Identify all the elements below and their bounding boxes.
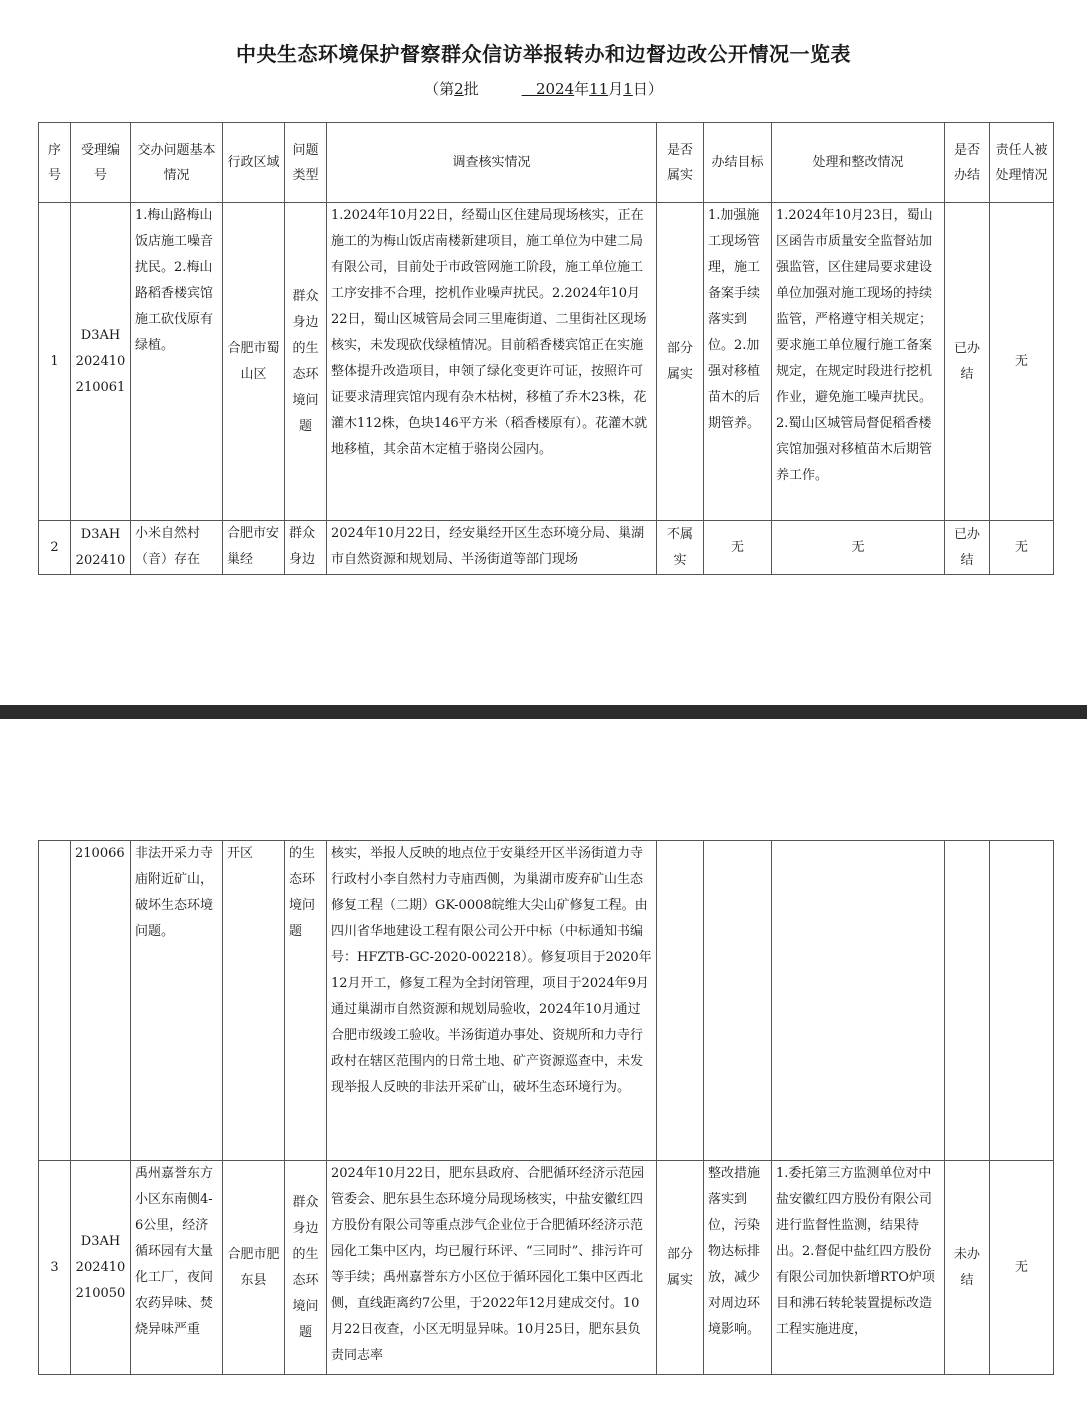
header-cell: 责任人被处理情况 [990, 123, 1054, 203]
issue-type: 的生态环境问题 [285, 841, 327, 1161]
is-closed: 已办结 [945, 203, 990, 521]
handling: 1.委托第三方监测单位对中盐安徽红四方股份有限公司进行监督性监测，结果待出。2.督促中盐红四方股份有限公司加快新增RTO炉项目和沸石转轮装置提标改造工程实施进度， [772, 1161, 945, 1375]
month-unit: 月 [608, 80, 624, 98]
table-header-row [39, 123, 1054, 203]
page-break [0, 705, 1087, 719]
investigation: 2024年10月22日，经安巢经开区生态环境分局、巢湖市自然资源和规划局、半汤街道等部门现场 [327, 521, 657, 575]
header-cell: 交办问题基本情况 [131, 123, 223, 203]
region: 开区 [223, 841, 285, 1161]
issue-summary: 非法开采力寺庙附近矿山，破坏生态环境问题。 [131, 841, 223, 1161]
year-value: 2024 [535, 80, 575, 98]
month-value: 11 [589, 80, 609, 98]
accountability: 无 [990, 203, 1054, 521]
case-id: 210066 [71, 841, 131, 1161]
batch-unit: 批 [463, 80, 479, 98]
investigation: 核实，举报人反映的地点位于安巢经开区半汤街道力寺行政村小李自然村力寺庙西侧，为巢湖市废弃矿山生态修复工程（二期）GK-0008皖维大尖山矿修复工程。由四川省华地建设工程有限公司公开中标（中标通知书编号：HFZTB-GC-2020-002218）。修复项目于2020年12月开工，修复工程为全封闭管理，项目于2024年9月通过巢湖市自然资源和规划局验收，2024年10月通过合肥市级竣工验收。半汤街道办事处、资规所和力寺行政村在辖区范围内的日常土地、矿产资源巡查中，未发现举报人反映的非法开采矿山，破坏生态环境行为。 [327, 841, 657, 1161]
accountability: 无 [990, 1161, 1054, 1375]
header-cell: 是否办结 [945, 123, 990, 203]
header-cell: 处理和整改情况 [772, 123, 945, 203]
completion-goal [704, 841, 772, 1161]
row-number: 3 [39, 1161, 71, 1375]
is-true [657, 841, 704, 1161]
issue-summary: 禹州嘉誉东方小区东南侧4-6公里，经济循环园有大量化工厂，夜间农药异味、焚烧异味严重 [131, 1161, 223, 1375]
header-cell: 调查核实情况 [327, 123, 657, 203]
subtitle-open: （第 [424, 80, 455, 98]
handling [772, 841, 945, 1161]
issue-summary: 小米自然村（音）存在 [131, 521, 223, 575]
investigation: 1.2024年10月22日，经蜀山区住建局现场核实，正在施工的为梅山饭店南楼新建项目，施工单位为中建二局有限公司，目前处于市政管网施工阶段，施工单位施工工序安排不合理，挖机作业噪声扰民。2.2024年10月22日，蜀山区城管局会同三里庵街道、二里街社区现场核实，未发现砍伐绿植情况。目前稻香楼宾馆正在实施整体提升改造项目，申领了绿化变更许可证，按照许可证要求清理宾馆内现有杂木枯树，移植了乔木23株，花灌木112株，色块146平方米（稻香楼原有）。花灌木就地移植，其余苗木定植于骆岗公园内。 [327, 203, 657, 521]
report-table-page-2 [38, 840, 1054, 1375]
table-row [39, 521, 1054, 575]
accountability: 无 [990, 521, 1054, 575]
header-cell: 受理编号 [71, 123, 131, 203]
day-value: 1 [623, 80, 633, 98]
header-cell: 序号 [39, 123, 71, 203]
row-number: 1 [39, 203, 71, 521]
is-closed [945, 841, 990, 1161]
completion-goal: 1.加强施工现场管理，施工备案手续落实到位。2.加强对移植苗木的后期管养。 [704, 203, 772, 521]
day-unit: 日） [632, 80, 663, 98]
document-title: 中央生态环境保护督察群众信访举报转办和边督边改公开情况一览表 [236, 42, 851, 66]
case-id: D3AH 202410 210061 [71, 203, 131, 521]
is-closed: 未办结 [945, 1161, 990, 1375]
accountability [990, 841, 1054, 1161]
case-id: D3AH 202410 210050 [71, 1161, 131, 1375]
case-id: D3AH 202410 [71, 521, 131, 575]
issue-summary: 1.梅山路梅山饭店施工噪音扰民。2.梅山路稻香楼宾馆施工砍伐原有绿植。 [131, 203, 223, 521]
batch-number: 2 [454, 80, 464, 98]
report-table-page-1 [38, 122, 1054, 575]
table-row [39, 203, 1054, 521]
issue-type: 群众身边的生态环境问题 [285, 203, 327, 521]
region: 合肥市安巢经 [223, 521, 285, 575]
issue-type: 群众身边 [285, 521, 327, 575]
region: 合肥市蜀山区 [223, 203, 285, 521]
investigation: 2024年10月22日，肥东县政府、合肥循环经济示范园管委会、肥东县生态环境分局现场核实，中盐安徽红四方股份有限公司等重点涉气企业位于合肥循环经济示范园化工集中区内，均已履行环评、“三同时”、排污许可等手续；禹州嘉誉东方小区位于循环园化工集中区西北侧，直线距离约7公里，于2022年12月建成交付。10月22日夜查，小区无明显异味。10月25日，肥东县负责同志率 [327, 1161, 657, 1375]
row-number [39, 841, 71, 1161]
completion-goal: 整改措施落实到位，污染物达标排放，减少对周边环境影响。 [704, 1161, 772, 1375]
year-unit: 年 [574, 80, 590, 98]
header-cell: 是否属实 [657, 123, 704, 203]
is-true: 部分属实 [657, 1161, 704, 1375]
handling: 无 [772, 521, 945, 575]
is-true: 部分属实 [657, 203, 704, 521]
header-cell: 问题类型 [285, 123, 327, 203]
completion-goal: 无 [704, 521, 772, 575]
table-row [39, 841, 1054, 1161]
region: 合肥市肥东县 [223, 1161, 285, 1375]
header-cell: 行政区域 [223, 123, 285, 203]
is-true: 不属实 [657, 521, 704, 575]
handling: 1.2024年10月23日，蜀山区函告市质量安全监督站加强监管，区住建局要求建设单位加强对施工现场的持续监管，严格遵守相关规定；要求施工单位履行施工备案规定，在规定时段进行挖机作业，避免施工噪声扰民。2.蜀山区城管局督促稻香楼宾馆加强对移植苗木后期管养工作。 [772, 203, 945, 521]
table-row [39, 1161, 1054, 1375]
is-closed: 已办结 [945, 521, 990, 575]
row-number: 2 [39, 521, 71, 575]
header-cell: 办结目标 [704, 123, 772, 203]
issue-type: 群众身边的生态环境问题 [285, 1161, 327, 1375]
document-subtitle [0, 78, 1087, 99]
